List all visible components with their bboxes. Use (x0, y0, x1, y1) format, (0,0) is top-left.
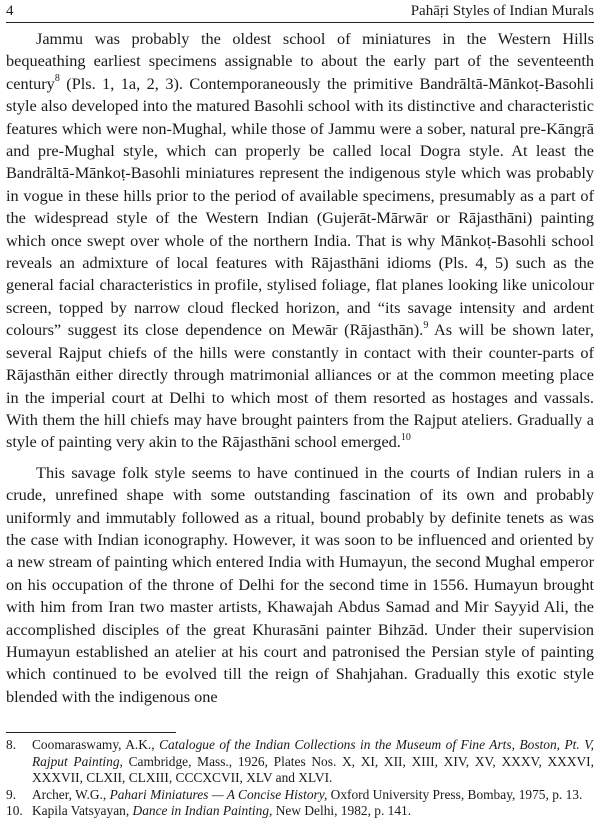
footnote-author: Coomaraswamy, A.K., (32, 737, 160, 752)
footnotes (6, 737, 594, 820)
footnote-title: Catalogue of the Indian Collections in the Museum of Fine Arts, Boston, Pt. V, Rajput Painting, (32, 737, 594, 769)
footnote-details: Oxford University Press, Bombay, 1975, p. 13. (327, 786, 583, 802)
paragraph (6, 462, 594, 708)
footnote-ref: 8 (54, 73, 60, 85)
footnote-author: Kapila Vatsyayan, (32, 803, 133, 818)
running-title: Pahāṛi Styles of Indian Murals (410, 3, 594, 19)
footnote-ref: 9 (423, 319, 429, 331)
text-run: (Pls. 1, 1a, 2, 3). Contemporaneously the primitive Bandrāltā-Mānkoṭ-Basohli style also developed into the matured Basohli school with its distinctive and characteristic features which were non-Mughal, while those of Jammu were a sober, natural pre-Kāngṛā and pre-Mughal style, which can properly be called local Dogra style. At least the Bandrāltā-Mānkoṭ-Basohli miniatures represent the indigenous style which was probably in vogue in these hills prior to the period of available specimens, presumably as a part of the widespread style of the Western Indian (Gujerāt-Mārwār or Rājasthāni) painting which once swept over whole of the northern India. That is why Mānkoṭ-Basohli school reveals an admixture of local features with Rājasthāni idioms (Pls. 4, 5) such as the general facial characteristics in profile, stylised foliage, flat planes looking like unicolour screen, topped by narrow cloud flecked horizon, and “its savage intensity and ardent colours” suggest its close dependence on Mewār (Rājasthān). (6, 73, 594, 340)
text-run: This savage folk style seems to have continued in the courts of Indian rulers in a crude, unrefined shape with some outstanding fascination of its own and probably uniformly and immutably followed as a ritual, bound probably by definite tenets as was the case with Indian iconography. However, it was soon to be influenced and oriented by a new stream of painting which entered India with Humayun, the second Mughal emperor on his occupation of the throne of Delhi for the second time in 1556. Humayun brought with him from Iran two master artists, Khawajah Abdus Samad and Mir Sayyid Ali, the accomplished disciples of the great Khurasāni painter Bihzād. Under their supervision Humayun established an atelier at his court and patronised the Persian style of painting which continued to be evolved till the reign of Shahjahan. Gradually this exotic style blended with the indigenous one (6, 462, 594, 706)
footnote-text (32, 803, 594, 820)
footnote-details: New Delhi, 1982, p. 141. (272, 803, 412, 818)
footnote-author: Archer, W.G., (32, 786, 110, 802)
page-number: 4 (6, 3, 14, 19)
footnote-title: Pahari Miniatures — A Concise History, (109, 786, 328, 802)
page-header (6, 2, 594, 23)
footnote-number: 10. (6, 803, 23, 818)
footnote-text (32, 787, 594, 804)
footnote (6, 737, 594, 787)
text-run: Jammu was probably the oldest school of miniatures in the Western Hills bequeathing earliest specimens assignable to about the early part of the seventeenth century (6, 29, 594, 93)
footnote-text (32, 737, 594, 787)
body-text (6, 28, 594, 708)
footnote-rule (6, 732, 176, 733)
footnote-title: Dance in Indian Painting, (132, 803, 273, 818)
footnote (6, 803, 594, 820)
paragraph (6, 28, 594, 454)
footnote-details: Cambridge, Mass., 1926, Plates Nos. X, XI, XII, XIII, XIV, XV, XXXV, XXXVI, XXXVII, CLXII, CLXIII, CCCXCVII, XLV and XLVI. (32, 753, 594, 785)
footnote-number: 9. (6, 786, 17, 802)
text-run: As will be shown later, several Rajput chiefs of the hills were constantly in contact with their counter-parts of Rājasthān either directly through matrimonial alliances or at the common meeting place in the imperial court at Delhi to which most of them resorted as hostages and vassals. With them the hill chiefs may have brought painters from the Rajput ateliers. Gradually a style of painting very akin to the Rājasthāni school emerged. (6, 320, 595, 452)
footnote-number: 8. (6, 737, 17, 752)
footnote-ref: 10 (400, 431, 411, 443)
footnote (6, 787, 594, 804)
